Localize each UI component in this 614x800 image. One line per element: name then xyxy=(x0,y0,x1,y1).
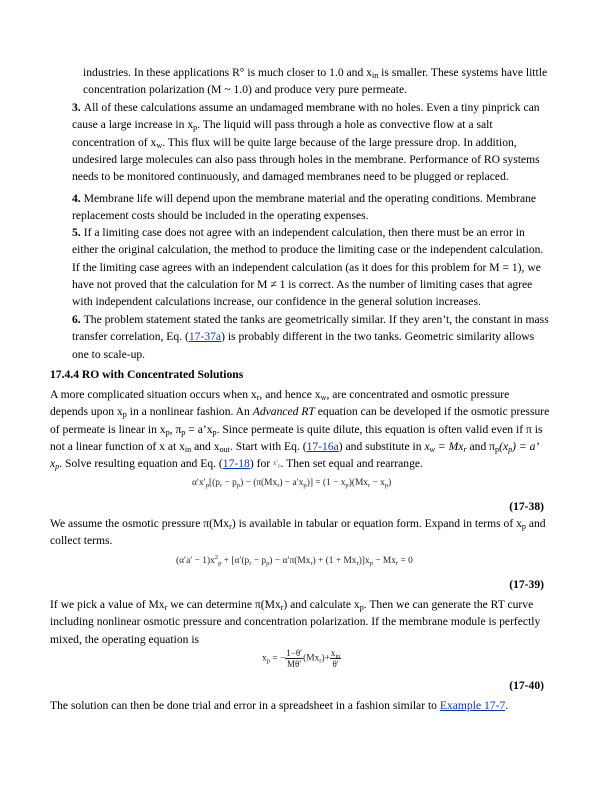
text: If a limiting case does not agree with an independent calculation, then there must be an error in either the original calculation, the method to produce the limiting case or the independent calculation. If the limiting case agrees with an independent calculation (as it does for this problem for M = 1), we have not proved that the calculation for M ≠ 1 is correct. As the number of limiting cases that agree with independent calculations increase, our confidence in the general solution increases. xyxy=(72,226,544,309)
text: . Then set equal and rearrange. xyxy=(280,457,423,471)
list-item-6 xyxy=(72,311,550,363)
text: We assume the osmotic pressure π(Mx xyxy=(50,517,230,530)
text: ) and substitute in xyxy=(338,439,425,453)
text: A more complicated situation occurs when x xyxy=(50,388,257,401)
text: and x xyxy=(191,439,220,453)
text: in a nonlinear fashion. An xyxy=(126,405,253,419)
text: ) is available in tabular or equation form. Expand in terms of x xyxy=(231,517,522,530)
equation-17-38: $\alpha'x'_p[(p_r - p_p) - (\pi(Mx_r) - a'x_p)] = (1 - x_p)(Mx_r - x_p)$ xyxy=(192,478,392,489)
equation-17-39: $(\alpha'a' - 1)x^2_p + [\alpha'(p_r - p_p) - \alpha'\pi(Mx_r) + (1 + Mx_r)]x_p - Mx_r = 0$ xyxy=(176,554,413,567)
text: ) is probably different in the two tanks. Geometric similarity allows one to scale-up. xyxy=(72,330,535,361)
text: is smaller. These systems have little concentration polarization (M ~ 1.0) and produce very pure permeate. xyxy=(83,66,548,97)
text: The solution can then be done trial and error in a spreadsheet in a fashion similar to xyxy=(50,699,440,712)
text: All of these calculations assume an undamaged membrane with no holes. Even a tiny pinprick can cause a large increase in x xyxy=(72,101,540,132)
example-17-7-link[interactable]: Example 17-7 xyxy=(439,699,506,712)
text: . Since permeate is quite dilute, this equation is often valid even if π is not a linear function of x at x xyxy=(50,422,543,453)
text: , are concentrated and osmotic pressure depends upon x xyxy=(50,388,510,419)
section-paragraph-1: A more complicated situation occurs when $x_r$, and hence $x_w$, are concentrated and osmotic pressure depends upon $x_p$ in a nonlinear fashion. An Advanced RT equation can be developed if the osmotic pressure of permeate is linear in $x_p$, $\pi_p$ = $a’x_p$. Since permeate is quite dilute, this equation is often valid even if π is not a linear function of x at $x_{in}$ and $x_{out}$. Start with Eq. (17-16a) and substitute in $x_w = Mx_r$ and $\pi_p(x_p) = a$’ $x_p$. Solve resulting equation and Eq. (17-18) for $x'_p$. Then set equal and rearrange. xyxy=(50,388,550,472)
text: . Then we can generate the RT curve including nonlinear osmotic pressure and concentration polarization. If the membrane module is perfectly mixed, the operating equation is xyxy=(50,598,541,646)
eq-17-18-link[interactable]: 17-18 xyxy=(222,457,250,471)
text: , π xyxy=(169,422,182,436)
text: The problem statement stated the tanks are geometrically similar. If they aren’t, the constant in mass transfer correlation, Eq. ( xyxy=(72,313,549,344)
item-number: 4. xyxy=(72,192,81,205)
item-number: 3. xyxy=(72,101,81,114)
text: equation can be developed if the osmotic pressure of permeate is linear in x xyxy=(50,405,550,436)
text: ) and calculate x xyxy=(283,598,360,611)
list-item-5 xyxy=(72,224,550,310)
text: . Solve resulting equation and Eq. ( xyxy=(59,457,223,471)
text: If we pick a value of Mx xyxy=(50,598,165,611)
continued-paragraph: industries. In these applications R° is much closer to 1.0 and $x_{in}$ is smaller. These systems have little concentration polarization (M ~ 1.0) and produce very pure permeate. xyxy=(83,66,548,97)
text: Advanced RT xyxy=(252,405,315,419)
text: and collect terms. xyxy=(50,517,546,548)
list-item-3: 3. All of these calculations assume an undamaged membrane with no holes. Even a tiny pinprick can cause a large increase in $x_p$. The liquid will pass through a hole as convective flow at a salt concentration of $x_w$. This flux will be quite large because of the large pressure drop. In addition, undesired large molecules can also pass through holes in the membrane. Performance of RO systems needs to be monitored continuously, and damaged membranes need to be plugged or replaced. xyxy=(72,101,540,184)
text: . xyxy=(505,699,509,712)
section-heading: 17.4.4 RO with Concentrated Solutions xyxy=(50,368,244,381)
list-item-4 xyxy=(72,190,550,225)
text: . The liquid will pass through a hole as convective flow at a salt concentration of x xyxy=(72,118,493,149)
text: . This flux will be quite large because of the large pressure drop. In addition, undesired large molecules can also pass through holes in the membrane. Performance of RO systems needs to be monitored continuously, and damaged membranes need to be plugged or replaced. xyxy=(72,135,540,184)
text: ) for xyxy=(249,457,274,471)
text: industries. In these applications R° is much closer to 1.0 and x xyxy=(83,66,372,79)
section-paragraph-3: If we pick a value of $Mx_r$ we can determine $\pi(Mx_r)$ and calculate $x_p$. Then we can generate the RT curve including nonlinear osmotic pressure and concentration polarization. If the membrane module is perfectly mixed, the operating equation is xyxy=(50,598,541,646)
text: and π xyxy=(466,439,496,453)
equation-number-17-38: (17-38) xyxy=(509,500,544,513)
text: , and hence x xyxy=(259,388,321,401)
item-number: 5. xyxy=(72,226,81,239)
text: we can determine π(Mx xyxy=(167,598,281,611)
equation-17-40: $x_p$ = − $\frac{1-\theta'}{M\theta'}$ $(Mx_r)+$ $\frac{x_{in}}{\theta'}$ xyxy=(262,648,341,669)
text: = a’x xyxy=(185,422,213,436)
item-number: 6. xyxy=(72,313,81,326)
eq-17-37a-link[interactable]: 17-37a xyxy=(188,330,222,344)
equation-number-17-39: (17-39) xyxy=(509,578,544,591)
text: . Start with Eq. ( xyxy=(229,439,307,453)
section-paragraph-4 xyxy=(50,697,550,714)
eq-17-16a-link[interactable]: 17-16a xyxy=(306,439,339,453)
text: Membrane life will depend upon the membrane material and the operating conditions. Membrane replacement costs should be included in the operating expenses. xyxy=(72,192,537,223)
equation-number-17-40: (17-40) xyxy=(509,679,544,692)
section-paragraph-2: We assume the osmotic pressure $\pi(Mx_r)$ is available in tabular or equation form. Expand in terms of $x_p$ and collect terms. xyxy=(50,517,546,548)
